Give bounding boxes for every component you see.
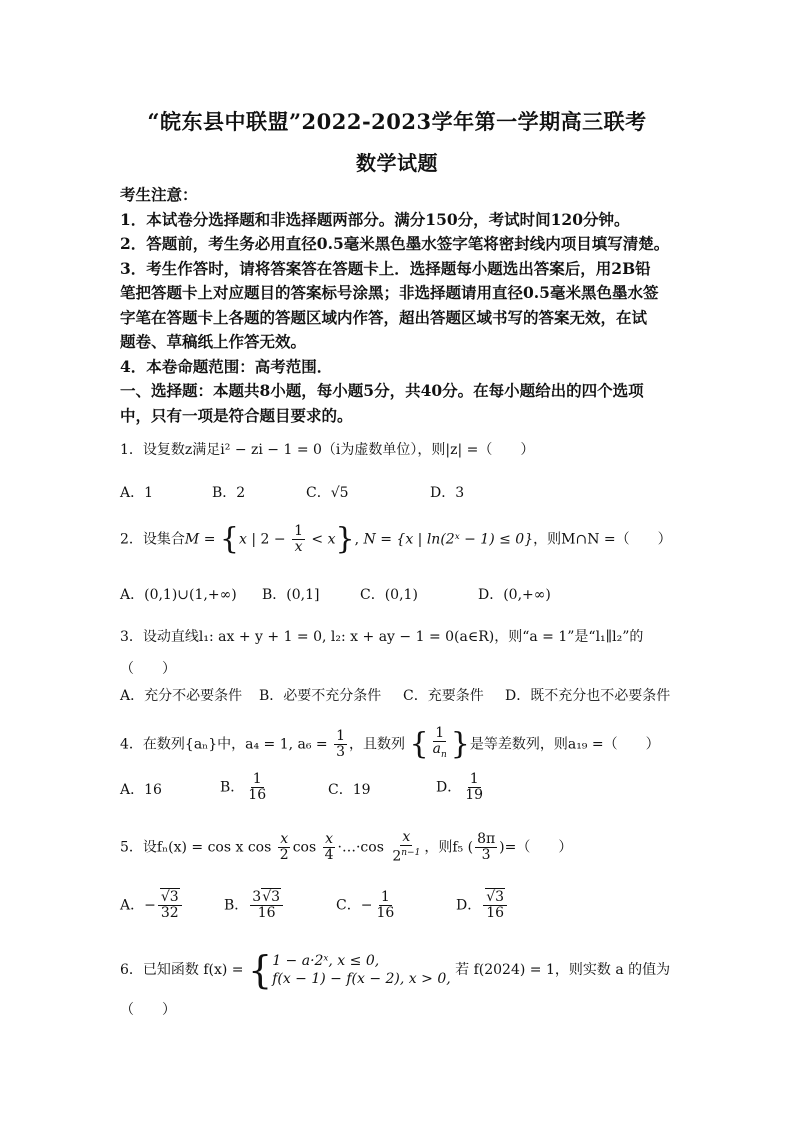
q4-part2: ，且数列 [349,736,406,753]
q5-part1: 5．设fₙ(x) = cos x cos [120,839,272,856]
q1-option-c: C．√5 [306,485,349,501]
question-3-stem: 3．设动直线l₁: ax + y + 1 = 0, l₂: x + ay − 1 = 0(a∈R)，则“a = 1”是“l₁∥l₂”的 [120,629,644,645]
q2-option-c: C．(0,1) [360,587,418,603]
q4-option-a: A．16 [120,782,162,798]
exam-subtitle: 数学试题 [356,151,438,175]
q3-answer-paren: （ ） [120,661,176,677]
q5-option-c-label: C．− [336,897,373,914]
fraction: $\frac{1}{x}$ [294,523,303,555]
fraction: $\frac{x}{4}$ [324,830,334,863]
notice-line: 4．本卷命题范围：高考范围． [120,356,333,376]
q2-option-b: B．(0,1] [262,587,320,603]
q6-case2: f(x − 1) − f(x − 2), x > 0, [272,971,451,987]
q2-suffix: ，则M∩N =（ ） [533,531,672,548]
fraction: $\frac{1}{3}$ [336,727,346,760]
q6-case1: 1 − a·2ˣ, x ≤ 0, [272,953,380,969]
piecewise [272,952,451,988]
section-heading: 中，只有一项是符合题目要求的。 [120,405,353,425]
notice-line: 2．答题前，考生务必用直径0.5毫米黑色墨水签字笔将密封线内项目填写清楚。 [120,234,670,253]
q1-option-d: D．3 [430,485,465,501]
fraction: $\frac{x}{2^{n-1}}$ [392,829,421,865]
question-2-stem: 2．设集合M = {x | 2 − $\frac{1}{x}$ < x}, N = {x | ln(2ˣ − 1) ≤ 0}，则M∩N =（ ） [120,521,672,557]
notice-heading: 考生注意： [120,185,198,204]
fraction: $\frac{1}{a_n}$ [432,725,447,760]
q4-part1: 4．在数列{aₙ}中，a₄ = 1, a₆ = [120,736,328,753]
notice-line: 3．考生作答时，请将答案答在答题卡上．选择题每小题选出答案后，用2B铅 [120,258,651,278]
q4-option-d: D． $\frac{1}{19}$ [436,771,484,803]
q6-part1: 6．已知函数 f(x) = [120,962,244,978]
q3-option-a: A．充分不必要条件 [120,688,243,704]
q2-set-n: N = {x | ln(2ˣ − 1) ≤ 0} [363,531,534,548]
q5-part5: =（ ） [504,839,573,856]
q5-part4: ，则f₅ [424,839,464,856]
q4-option-c: C．19 [328,782,371,798]
q1-option-b: B．2 [212,485,246,501]
q5-part3: ·…·cos [337,839,384,856]
question-1-stem: 1．设复数z满足i² − zi − 1 = 0（i为虚数单位），则|z| =（ ） [120,442,535,458]
q6-answer-paren: （ ） [120,1002,176,1018]
q5-part2: cos [292,839,317,856]
q2-prefix: 2．设集合 [120,531,185,548]
q5-option-d-label: D． [456,897,482,914]
q2-option-d: D．(0,+∞) [478,587,551,603]
q4-option-b-label: B． [220,779,245,796]
exam-title: “皖东县中联盟”2022-2023学年第一学期高三联考 [147,109,647,134]
q2-option-a: A．(0,1)∪(1,+∞) [120,587,237,603]
fraction: $\frac{x}{2}$ [279,830,289,863]
section-heading: 一、选择题：本题共8小题，每小题5分，共40分。在每小题给出的四个选项 [120,381,644,400]
q5-option-c: C．− $\frac{1}{16}$ [336,889,395,921]
q5-option-b: B． $\frac{3√3}{16}$ [224,890,285,921]
notice-line: 字笔在答题卡上各题的答题区域内作答，超出答题区域书写的答案无效，在试 [120,307,648,327]
q3-option-b: B．必要不充分条件 [259,688,382,704]
q3-option-c: C．充要条件 [403,688,484,704]
q5-option-b-label: B． [224,897,249,914]
q5-option-a: A．− $\frac{√3}{32}$ [120,890,184,921]
notice-line: 笔把答题卡上对应题目的答案标号涂黑；非选择题请用直径0.5毫米黑色墨水签 [120,283,659,302]
notice-line: 题卷、草稿纸上作答无效。 [120,332,307,351]
q4-option-b: B． $\frac{1}{16}$ [220,771,267,803]
q4-part3: 是等差数列，则a₁₉ =（ ） [469,736,660,753]
fraction: $\frac{8\pi}{3}$ [477,830,496,863]
question-6-stem: 6．已知函数 f(x) = { 1 − a·2ˣ, x ≤ 0, f(x − 1) − f(x − 2), x > 0, 若 f(2024) = 1，则实数 a 的值为 [120,948,671,992]
q6-part2: 若 f(2024) = 1，则实数 a 的值为 [455,962,671,978]
q5-option-a-label: A．− [120,897,156,914]
q5-option-d: D． $\frac{√3}{16}$ [456,890,509,921]
notice-line: 1．本试卷分选择题和非选择题两部分。满分150分，考试时间120分钟。 [120,209,630,229]
exam-notice [120,183,680,428]
question-5-stem: 5．设fₙ(x) = cos x cos $\frac{x}{2}$ cos $\frac{x}{4}$ ·…·cos $\frac{x}{2^{n-1}}$ ，则f₅ ( $\frac{8\pi}{3}$ )=（ ） [120,829,573,865]
q4-option-d-label: D． [436,779,462,796]
question-4-stem: 4．在数列{aₙ}中，a₄ = 1, a₆ = $\frac{1}{3}$ ，且数列 { $\frac{1}{a_n}$ }是等差数列，则a₁₉ =（ ） [120,725,660,762]
q3-option-d: D．既不充分也不必要条件 [505,688,671,704]
q1-option-a: A．1 [120,485,154,501]
